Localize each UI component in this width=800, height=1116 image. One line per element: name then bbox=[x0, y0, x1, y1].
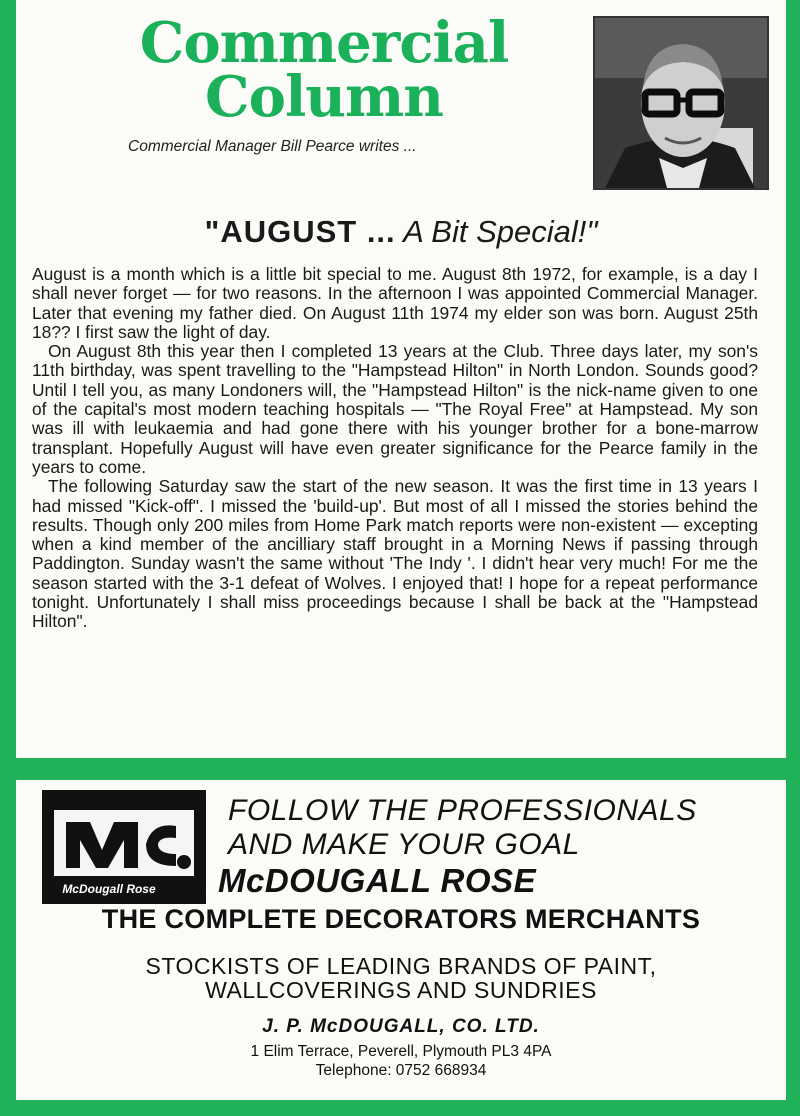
portrait-illustration bbox=[595, 18, 767, 188]
headline-bold: "AUGUST ... bbox=[204, 214, 396, 249]
headline-italic: A Bit Special!" bbox=[395, 214, 598, 249]
advert-address: 1 Elim Terrace, Peverell, Plymouth PL3 4PA bbox=[250, 1043, 552, 1060]
advert-slogan bbox=[228, 794, 697, 862]
article-paragraph: The following Saturday saw the start of the new season. It was the first time in 13 years I had missed "Kick-off". I missed the 'build-up'. But most of all I missed the stories behind the results. Though only 200 miles from Home Park match reports were non-existent — excepting when a kind member of the ancilliary staff brought in a Morning News if passing through Paddington. Sunday wasn't the same without 'The Indy '. I didn't hear very much! For me the season started with the 3-1 defeat of Wolves. I enjoyed that! I hope for a repeat performance tonight. Unfortunately I shall miss proceedings because I shall be back at the "Hampstead Hilton". bbox=[32, 476, 758, 632]
byline: Commercial Manager Bill Pearce writes ... bbox=[128, 138, 417, 155]
slogan-line-1: FOLLOW THE PROFESSIONALS bbox=[228, 794, 697, 827]
title-line-2: Column bbox=[205, 64, 443, 130]
advert-stockists bbox=[16, 954, 786, 1002]
advert-company: J. P. McDOUGALL, CO. LTD. bbox=[262, 1016, 540, 1037]
advert-panel bbox=[16, 780, 786, 1100]
advert-brand: McDOUGALL ROSE bbox=[218, 862, 537, 899]
article-paragraph: August is a month which is a little bit special to me. August 8th 1972, for example, is a day I shall never forget — for two reasons. In the afternoon I was appointed Commercial Manager. Later that evening my father died. On August 11th 1974 my elder son was born. August 25th 18?? I first saw the light of day. bbox=[32, 264, 758, 342]
advert-phone: Telephone: 0752 668934 bbox=[315, 1062, 487, 1079]
advert-tagline: THE COMPLETE DECORATORS MERCHANTS bbox=[101, 904, 701, 934]
article-paragraph: On August 8th this year then I completed 13 years at the Club. Three days later, my son's 11th birthday, was spent travelling to the "Hampstead Hilton" in North London. Sounds good? Until I tell you, as many Londoners will, the "Hampstead Hilton" is the nick-name given to one of the capital's most modern teaching hospitals — "The Royal Free" at Hampstead. My son was ill with leukaemia and had gone there with his younger brother for a bone-marrow transplant. Hopefully August will have even greater significance for the Pearce family in the years to come. bbox=[32, 341, 758, 477]
mcdougall-rose-logo bbox=[42, 790, 206, 904]
article-body bbox=[32, 265, 758, 632]
stockists-line-2: WALLCOVERINGS AND SUNDRIES bbox=[205, 977, 597, 1003]
column-title bbox=[124, 10, 524, 130]
portrait-photo bbox=[593, 16, 769, 190]
logo-text: McDougall Rose bbox=[62, 882, 156, 896]
stockists-line-1: STOCKISTS OF LEADING BRANDS OF PAINT, bbox=[145, 953, 657, 979]
article-headline bbox=[16, 214, 786, 250]
commercial-column-panel bbox=[16, 0, 786, 758]
slogan-line-2: AND MAKE YOUR GOAL bbox=[228, 828, 580, 861]
title-line-1: Commercial bbox=[139, 10, 509, 76]
